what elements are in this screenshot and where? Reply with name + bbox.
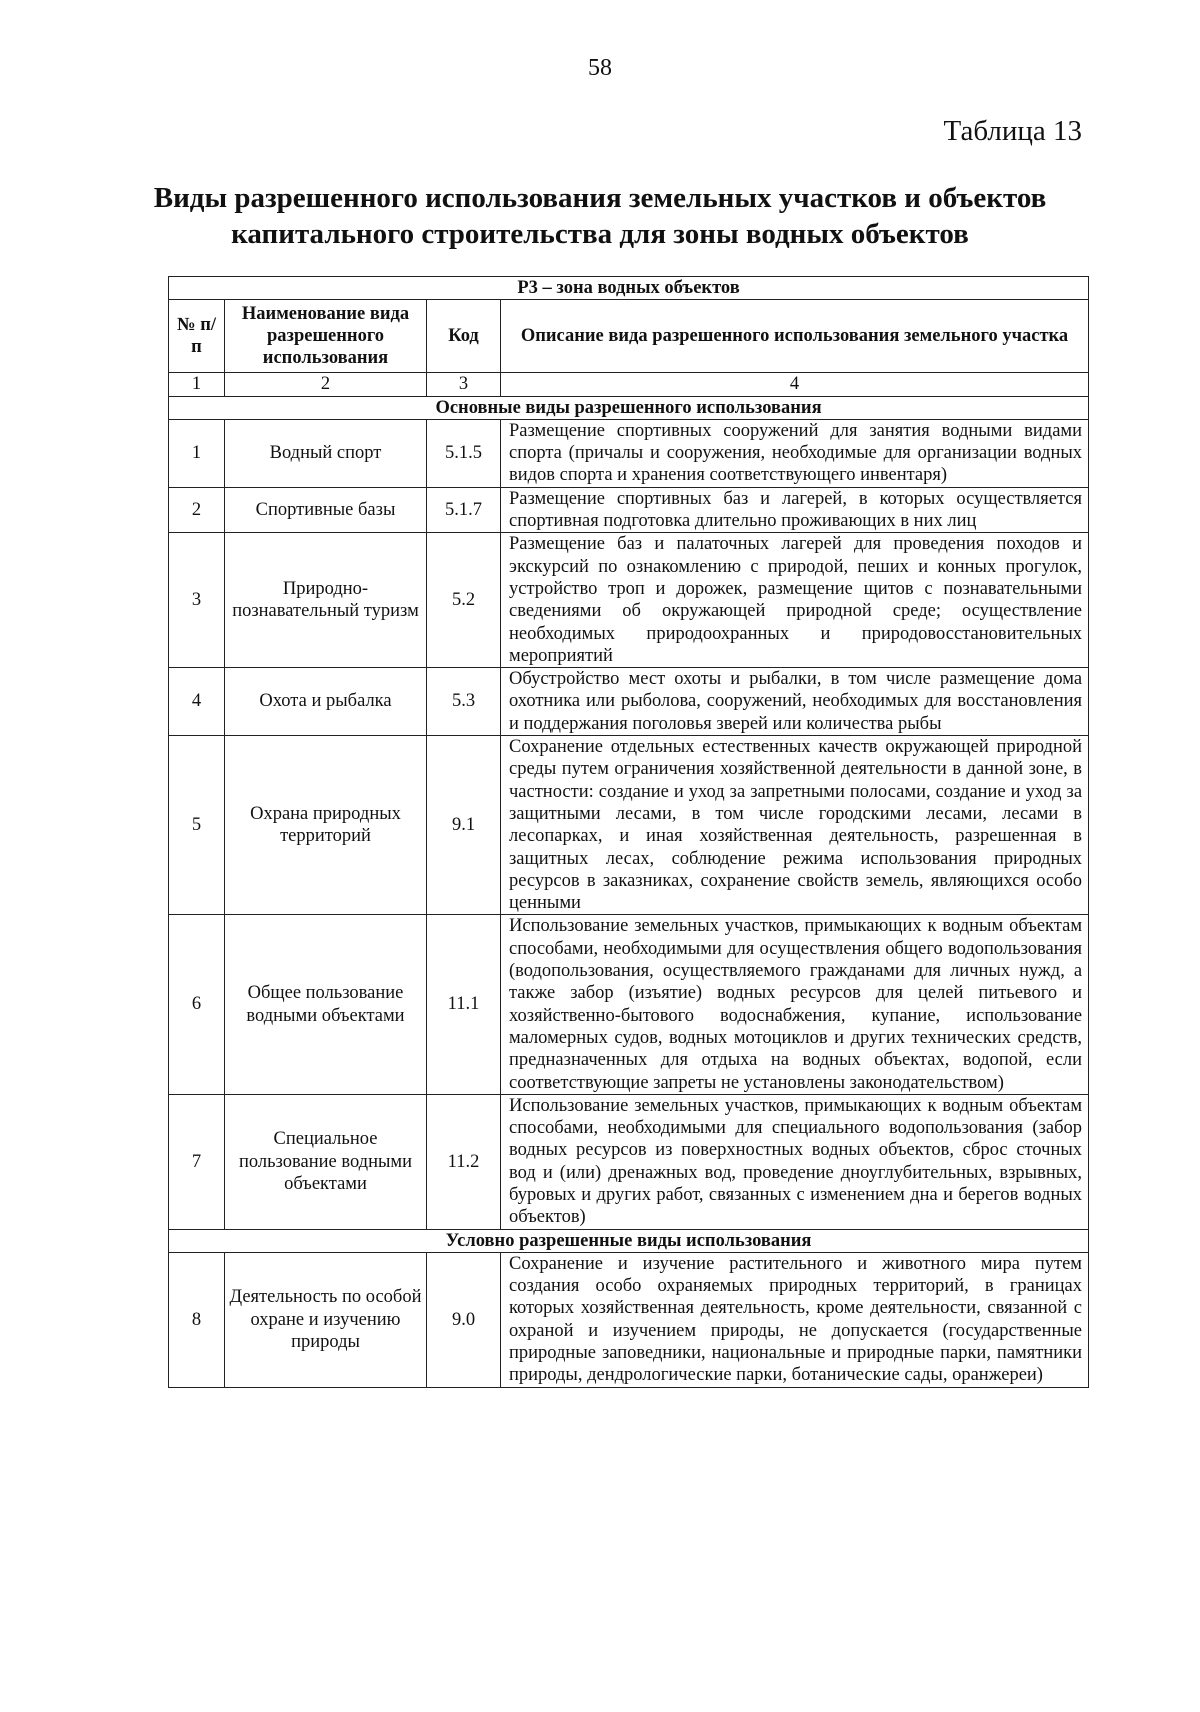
column-number: 3 (427, 373, 501, 396)
table-row (169, 419, 1089, 487)
zone-header: Р3 – зона водных объектов (169, 277, 1089, 300)
row-number: 6 (169, 915, 225, 1094)
table-row (169, 668, 1089, 736)
row-code: 5.1.5 (427, 419, 501, 487)
column-number-row (169, 373, 1089, 396)
header-num: № п/п (169, 300, 225, 373)
header-name: Наименование вида разрешенного использования (225, 300, 427, 373)
row-name: Деятельность по особой охране и изучению природы (225, 1252, 427, 1387)
row-number: 5 (169, 736, 225, 915)
row-name: Водный спорт (225, 419, 427, 487)
row-name: Общее пользование водными объектами (225, 915, 427, 1094)
row-description: Размещение баз и палаточных лагерей для проведения походов и экскурсий по ознакомлению с природой, пеших и конных прогулок, устройство троп и дорожек, размещение щитов с познавательными сведениями об окружающей природной среде; осуществление необходимых природоохранных и природовосстановительных мероприятий (501, 533, 1089, 668)
table-row (169, 487, 1089, 533)
row-name: Специальное пользование водными объектами (225, 1094, 427, 1229)
row-code: 11.2 (427, 1094, 501, 1229)
row-code: 5.1.7 (427, 487, 501, 533)
column-number: 1 (169, 373, 225, 396)
table-row (169, 736, 1089, 915)
table-row (169, 1094, 1089, 1229)
row-name: Спортивные базы (225, 487, 427, 533)
title-line-1: Виды разрешенного использования земельных участков и объектов (153, 182, 1047, 214)
row-number: 2 (169, 487, 225, 533)
column-number: 4 (501, 373, 1089, 396)
row-number: 8 (169, 1252, 225, 1387)
row-description: Использование земельных участков, примыкающих к водным объектам способами, необходимыми для осуществления общего водопользования (водопользования, осуществляемого гражданами для личных нужд, а также забор (изъятие) водных ресурсов для целей питьевого и хозяйственно-бытового водоснабжения, купание, использование маломерных судов, водных мотоциклов и других технических средств, предназначенных для отдыха на водных объектах, водопой, если соответствующие запреты не установлены законодательством) (501, 915, 1089, 1094)
section-main-header: Основные виды разрешенного использования (169, 396, 1089, 419)
row-code: 5.3 (427, 668, 501, 736)
document-title (100, 180, 1100, 252)
title-line-2: капитального строительства для зоны водных объектов (231, 218, 969, 250)
row-code: 11.1 (427, 915, 501, 1094)
row-name: Охрана природных территорий (225, 736, 427, 915)
table-row (169, 533, 1089, 668)
header-code: Код (427, 300, 501, 373)
row-number: 4 (169, 668, 225, 736)
row-name: Природно-познавательный туризм (225, 533, 427, 668)
row-description: Размещение спортивных баз и лагерей, в которых осуществляется спортивная подготовка длительно проживающих в них лиц (501, 487, 1089, 533)
row-description: Сохранение отдельных естественных качеств окружающей природной среды путем ограничения хозяйственной деятельности в данной зоне, в частности: создание и уход за запретными полосами, создание и уход за защитными лесами, в том числе городскими лесами, лесами в лесопарках, и иная хозяйственная деятельность, разрешенная в защитных лесах, соблюдение режима использования природных ресурсов в заказниках, сохранение свойств земель, являющихся особо ценными (501, 736, 1089, 915)
header-description: Описание вида разрешенного использования земельного участка (501, 300, 1089, 373)
land-use-table (168, 276, 1089, 1388)
row-code: 9.0 (427, 1252, 501, 1387)
row-code: 5.2 (427, 533, 501, 668)
row-number: 7 (169, 1094, 225, 1229)
row-code: 9.1 (427, 736, 501, 915)
page-number: 58 (588, 55, 612, 81)
section-conditional-header: Условно разрешенные виды использования (169, 1229, 1089, 1252)
row-description: Обустройство мест охоты и рыбалки, в том числе размещение дома охотника или рыболова, сооружений, необходимых для восстановления и поддержания поголовья зверей или количества рыбы (501, 668, 1089, 736)
table-caption: Таблица 13 (943, 115, 1082, 147)
row-description: Размещение спортивных сооружений для занятия водными видами спорта (причалы и сооружения, необходимые для организации водных видов спорта и хранения соответствующего инвентаря) (501, 419, 1089, 487)
table-row (169, 1252, 1089, 1387)
row-number: 3 (169, 533, 225, 668)
row-name: Охота и рыбалка (225, 668, 427, 736)
row-number: 1 (169, 419, 225, 487)
column-number: 2 (225, 373, 427, 396)
row-description: Сохранение и изучение растительного и животного мира путем создания особо охраняемых природных территорий, в границах которых хозяйственная деятельность, кроме деятельности, связанной с охраной и изучением природы, не допускается (государственные природные заповедники, национальные и природные парки, памятники природы, дендрологические парки, ботанические сады, оранжереи) (501, 1252, 1089, 1387)
row-description: Использование земельных участков, примыкающих к водным объектам способами, необходимыми для специального водопользования (забор водных ресурсов из поверхностных водных объектов, сброс сточных вод и (или) дренажных вод, проведение дноуглубительных, взрывных, буровых и других работ, связанных с изменением дна и берегов водных объектов) (501, 1094, 1089, 1229)
table-row (169, 915, 1089, 1094)
